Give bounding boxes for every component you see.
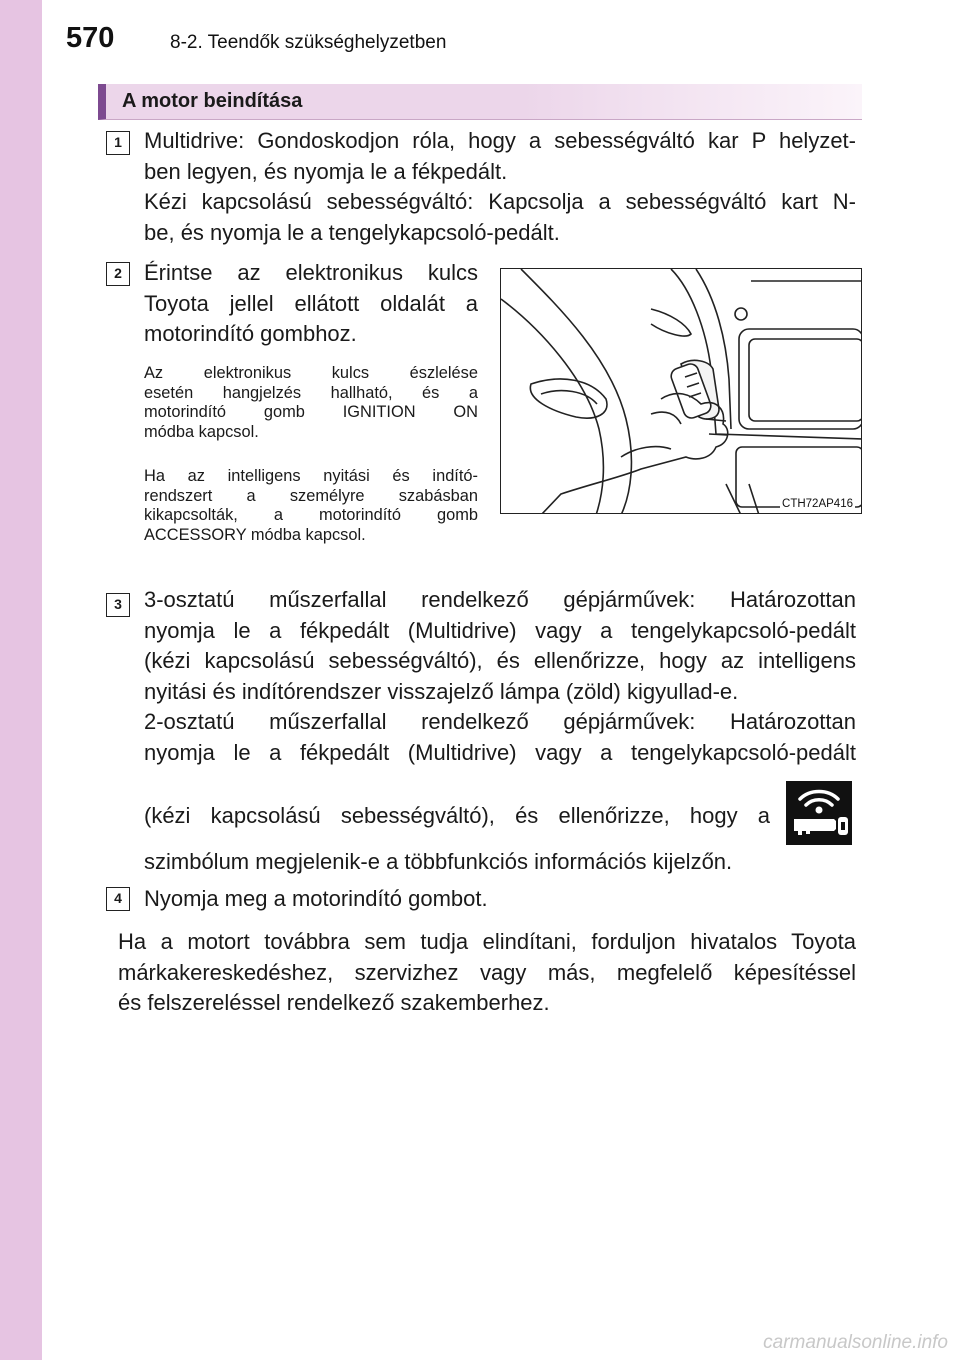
- step-2-note-accessory: [144, 467, 478, 545]
- step-2-line: motorindító gombhoz.: [144, 321, 357, 346]
- note-line: rendszert a személyre szabásban: [144, 486, 478, 505]
- step-1-line: Kézi kapcsolású sebességváltó: Kapcsolja a sebességváltó kart N-: [144, 189, 856, 214]
- step-1-text: [144, 126, 856, 248]
- note-line: motorindító gomb IGNITION ON: [144, 403, 478, 421]
- step-number-1: 1: [106, 131, 130, 155]
- step-number-3: 3: [106, 593, 130, 617]
- page-number: 570: [66, 22, 115, 54]
- note-line: esetén hangjelzés hallható, és a: [144, 383, 478, 402]
- step-3-line: (kézi kapcsolású sebességváltó), és ellenőrizze, hogy az intelligens: [144, 648, 856, 673]
- step-3-final-line: [144, 847, 856, 878]
- key-touch-illustration: [500, 268, 862, 514]
- step-3-line: nyomja le a fékpedált (Multidrive) vagy a tengelykapcsoló-pedált: [144, 739, 856, 765]
- fallback-advice-paragraph: [118, 927, 856, 1019]
- note-line: kikapcsolták, a motorindító gomb: [144, 506, 478, 524]
- chapter-title: 8-2. Teendők szükséghelyzetben: [170, 32, 447, 53]
- section-header: [98, 84, 862, 120]
- step-3-line: nyomja le a fékpedált (Multidrive) vagy a tengelykapcsoló-pedált: [144, 617, 856, 643]
- note-line: Ha az intelligens nyitási és indító-: [144, 467, 478, 485]
- step-1-line: be, és nyomja le a tengelykapcsoló-pedált.: [144, 219, 560, 245]
- step-2-text: [144, 258, 478, 350]
- note-line: Az elektronikus kulcs észlelése: [144, 364, 478, 382]
- step-number-4: 4: [106, 887, 130, 911]
- step-3-line: (kézi kapcsolású sebességváltó), és ellenőrizze, hogy a: [144, 803, 770, 828]
- step-3-line: szimbólum megjelenik-e a többfunkciós információs kijelzőn.: [144, 849, 733, 874]
- step-1-line: ben legyen, és nyomja le a fékpedált.: [144, 158, 508, 184]
- step-3-line: nyitási és indítórendszer visszajelző lámpa (zöld) kigyullad-e.: [144, 678, 739, 704]
- step-number-2: 2: [106, 262, 130, 286]
- step-3-text: [144, 585, 856, 768]
- dashboard-hand-drawing: [501, 269, 862, 514]
- note-line: ACCESSORY módba kapcsol.: [144, 525, 366, 544]
- advice-line: Ha a motort továbbra sem tudja elindítani, forduljon hivatalos Toyota: [118, 929, 856, 954]
- step-2-note-ignition: [144, 364, 478, 442]
- step-3-line: 3-osztatú műszerfallal rendelkező gépjárművek: Határozottan: [144, 587, 856, 612]
- key-wireless-icon: [786, 781, 852, 845]
- step-4-line: Nyomja meg a motorindító gombot.: [144, 886, 488, 911]
- source-watermark: carmanualsonline.info: [763, 1332, 948, 1353]
- step-2-line: Érintse az elektronikus kulcs: [144, 260, 478, 285]
- note-line: módba kapcsol.: [144, 422, 259, 441]
- sidebar-color-tab: [0, 0, 42, 1360]
- advice-line: és felszereléssel rendelkező szakemberhez.: [118, 990, 550, 1015]
- step-1-line: Multidrive: Gondoskodjon róla, hogy a sebességváltó kar P helyzet-: [144, 128, 856, 153]
- step-4-text: [144, 884, 856, 915]
- section-title: A motor beindítása: [122, 90, 303, 112]
- step-3-symbol-line: [144, 801, 770, 832]
- figure-code: CTH72AP416: [782, 498, 853, 510]
- step-2-line: Toyota jellel ellátott oldalát a: [144, 290, 478, 316]
- smart-key-indicator-icon: [786, 781, 852, 845]
- step-3-line: 2-osztatú műszerfallal rendelkező gépjárművek: Határozottan: [144, 709, 856, 734]
- advice-line: márkakereskedéshez, szervizhez vagy más, megfelelő képesítéssel: [118, 959, 856, 985]
